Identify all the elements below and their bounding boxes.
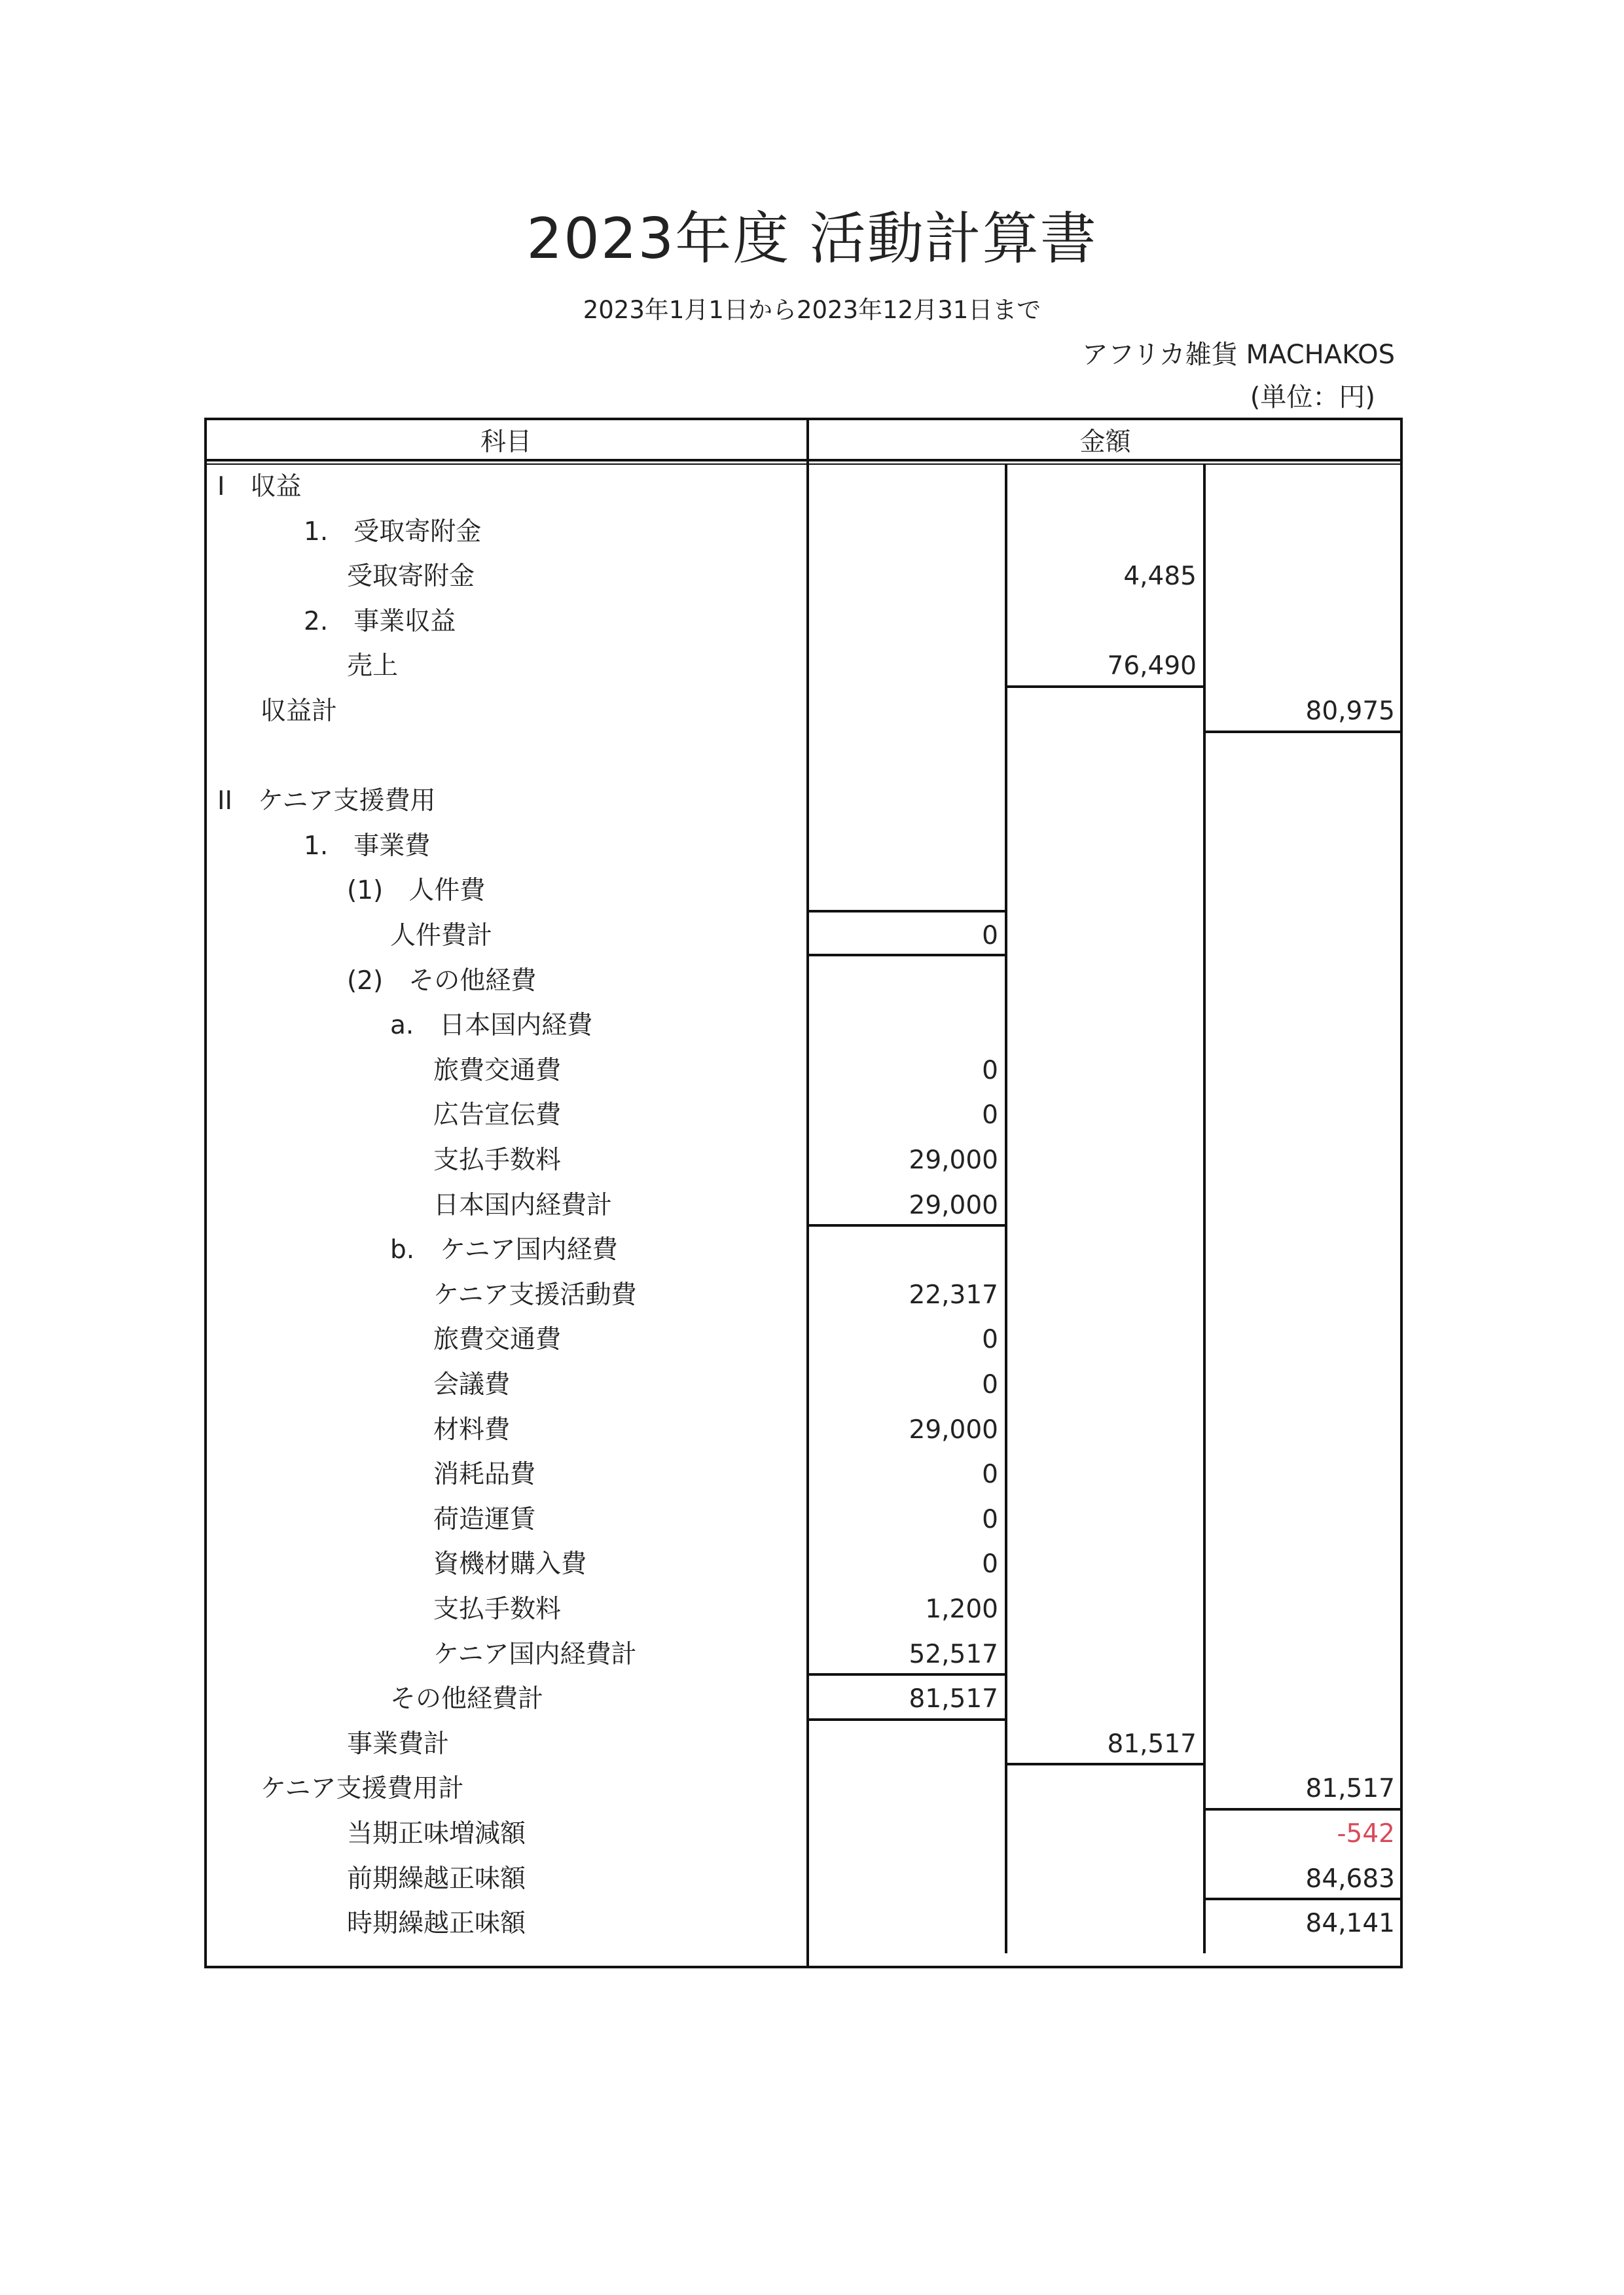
amount-col2: 76,490: [1107, 651, 1197, 681]
amount-col3: 80,975: [1305, 696, 1395, 726]
row-label: 売上: [347, 651, 399, 681]
amount-col1: 22,317: [909, 1280, 998, 1310]
table-border-right: [1400, 418, 1403, 1968]
row-label: ケニア国内経費計: [433, 1639, 637, 1669]
col2-rule-revenue-bottom: [1006, 685, 1204, 688]
col1-rule-personnel-bottom: [808, 954, 1006, 956]
row-label: (2) その他経費: [347, 966, 537, 996]
organization-name: アフリカ雑貨 MACHAKOS: [1081, 340, 1395, 370]
col3-rule-carry-bottom: [1204, 1898, 1403, 1900]
col1-rule-other-top: [808, 1673, 1006, 1676]
row-label: ケニア支援活動費: [433, 1280, 637, 1310]
header-amount: 金額: [1079, 427, 1131, 457]
amount-col1: 52,517: [909, 1639, 998, 1669]
amount-col3: 84,141: [1305, 1909, 1395, 1939]
row-label: 広告宣伝費: [433, 1100, 562, 1130]
amount-col1: 0: [982, 1549, 998, 1580]
row-label: 人件費計: [390, 921, 493, 950]
amount-col1: 0: [982, 1100, 998, 1130]
row-label: 時期繰越正味額: [347, 1909, 526, 1939]
amount-col2: 4,485: [1123, 562, 1197, 592]
row-label: 旅費交通費: [433, 1055, 562, 1085]
amount-col1: 81,517: [909, 1684, 998, 1714]
row-label: 材料費: [433, 1415, 511, 1445]
amount-col1: 0: [982, 1460, 998, 1490]
amount-col1: 29,000: [909, 1415, 998, 1445]
col1-rule-japan-bottom: [808, 1224, 1006, 1227]
header-subject: 科目: [480, 427, 532, 457]
header-divider-inner: [204, 463, 1403, 465]
unit-note: (単位：円): [1250, 382, 1375, 412]
row-label: 前期繰越正味額: [347, 1864, 526, 1894]
row-label: その他経費計: [390, 1684, 544, 1714]
row-label: 日本国内経費計: [433, 1190, 613, 1220]
row-label: 当期正味増減額: [347, 1819, 526, 1849]
row-label: II ケニア支援費用: [217, 786, 436, 816]
document-title: 2023年度 活動計算書: [526, 206, 1098, 272]
amount-col1: 0: [982, 1370, 998, 1400]
table-border-top: [204, 418, 1403, 420]
col2-rule-business-bottom: [1006, 1763, 1204, 1765]
row-label: 支払手数料: [433, 1146, 562, 1175]
amount-col1: 29,000: [909, 1190, 998, 1220]
row-label: I 収益: [217, 472, 302, 501]
col1-rule-other-bottom: [808, 1718, 1006, 1721]
row-label: 2. 事業収益: [304, 606, 456, 636]
table-border-bottom: [204, 1966, 1403, 1968]
amount-col2: 81,517: [1107, 1729, 1197, 1759]
row-label: ケニア支援費用計: [261, 1774, 464, 1804]
row-label: 1. 事業費: [304, 831, 431, 861]
row-label: 荷造運賃: [433, 1504, 536, 1534]
row-label: b. ケニア国内経費: [390, 1235, 618, 1265]
col3-rule-net-top: [1204, 1808, 1403, 1811]
period-range: 2023年1月1日から2023年12月31日まで: [583, 296, 1041, 324]
table-border-left: [204, 418, 207, 1968]
amount-col1: 0: [982, 1055, 998, 1085]
row-label: 事業費計: [347, 1729, 450, 1759]
activity-statement-table: [204, 418, 1403, 1968]
row-label: 収益計: [261, 696, 338, 726]
row-label: 支払手数料: [433, 1595, 562, 1624]
amount-col1: 0: [982, 1504, 998, 1534]
row-label: 受取寄附金: [347, 562, 475, 592]
header-divider: [204, 459, 1403, 461]
row-label: 消耗品費: [433, 1460, 536, 1490]
amount-col1: 29,000: [909, 1146, 998, 1175]
row-label: a. 日本国内経費: [390, 1011, 593, 1041]
amount-col3: 84,683: [1305, 1864, 1395, 1894]
row-label: 会議費: [433, 1370, 511, 1400]
row-label: 資機材購入費: [433, 1549, 587, 1580]
col3-rule-revenue-bottom: [1204, 731, 1403, 733]
amount-col3: 81,517: [1305, 1774, 1395, 1804]
row-label: 旅費交通費: [433, 1325, 562, 1355]
amount-col1: 0: [982, 1325, 998, 1355]
col2-right-divider-0: [1203, 465, 1206, 1953]
amount-col1: 0: [982, 921, 998, 950]
row-label: 1. 受取寄附金: [304, 516, 482, 547]
row-label: (1) 人件費: [347, 876, 486, 906]
col1-rule-personnel-top: [808, 910, 1006, 913]
amount-col1: 1,200: [925, 1595, 998, 1624]
amount-col3: -542: [1337, 1819, 1395, 1849]
